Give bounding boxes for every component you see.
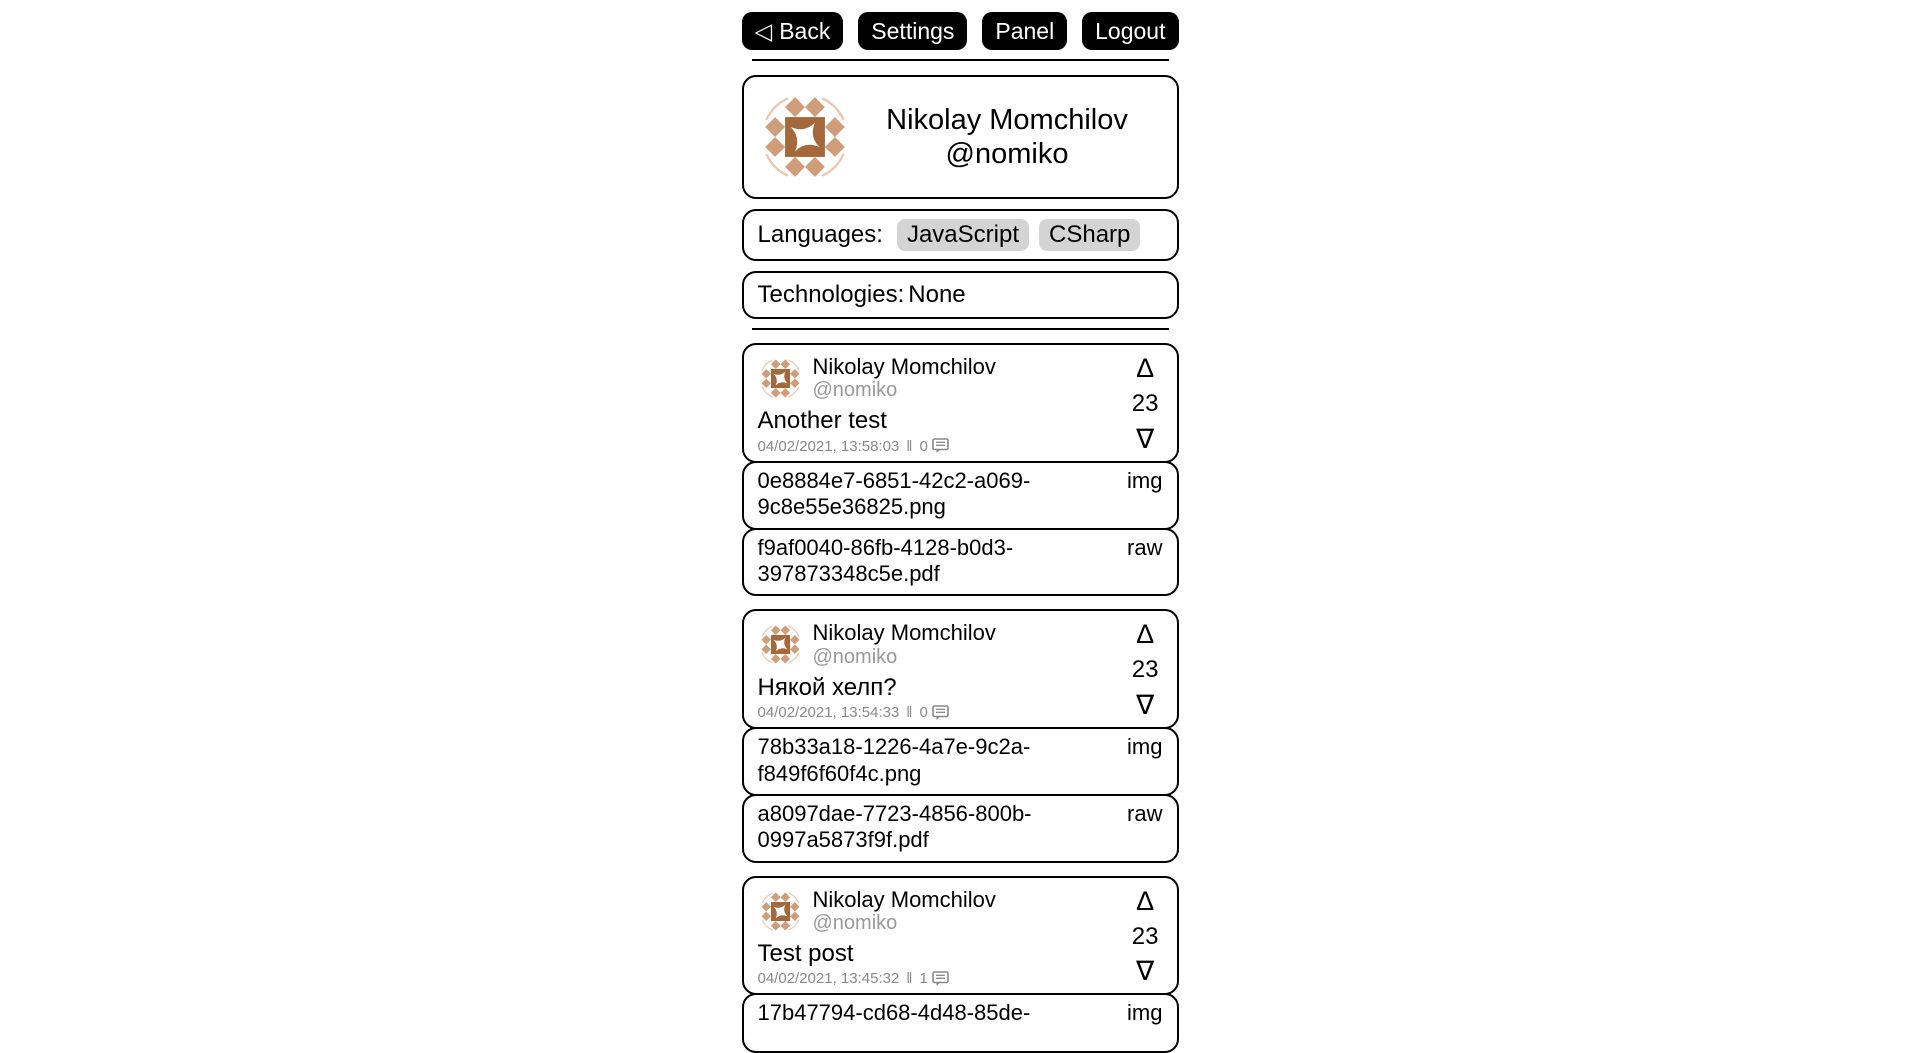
meta-separator: ‖: [906, 970, 913, 988]
panel-button-label: Panel: [995, 17, 1055, 44]
post-author-name: Nikolay Momchilov: [812, 886, 996, 912]
attachment-type-badge: raw: [1127, 800, 1163, 826]
technologies-label: Technologies:: [757, 281, 905, 308]
panel-button[interactable]: [982, 12, 1067, 50]
post-meta: [758, 970, 1163, 987]
post-header[interactable]: [742, 343, 1179, 463]
attachment-row[interactable]: [742, 727, 1179, 796]
vote-column: [1132, 621, 1159, 719]
post-comment-count: 1: [919, 970, 928, 988]
back-icon: ◁: [754, 17, 773, 44]
post-author-row: [758, 885, 1163, 935]
upvote-button[interactable]: Δ: [1136, 619, 1155, 650]
attachment-row[interactable]: [742, 461, 1179, 530]
attachment-type-badge: raw: [1127, 534, 1163, 560]
post-author-handle: @nomiko: [812, 379, 898, 402]
post-author-handle: @nomiko: [812, 645, 898, 668]
post-meta: [758, 438, 1163, 455]
post-title[interactable]: Test post: [757, 939, 854, 967]
attachment-type-badge: img: [1127, 734, 1163, 760]
comment-icon: [932, 438, 949, 454]
attachment-type-badge: img: [1127, 467, 1163, 493]
upvote-button[interactable]: Δ: [1136, 353, 1155, 383]
languages-label: Languages:: [757, 221, 883, 248]
meta-separator: ‖: [906, 704, 913, 722]
post-author-name: Nikolay Momchilov: [812, 620, 996, 646]
language-tag-javascript: JavaScript: [897, 219, 1029, 251]
post-timestamp: 04/02/2021, 13:58:03: [757, 437, 900, 455]
attachment-filename: a8097dae-7723-4856-800b-0997a5873f9f.pdf: [757, 800, 1032, 853]
attachment-type-badge: img: [1127, 1000, 1163, 1026]
attachment-row[interactable]: [742, 528, 1179, 597]
vote-count: 23: [1131, 389, 1159, 417]
back-button[interactable]: [742, 12, 844, 50]
vote-count: 23: [1131, 922, 1159, 950]
post-timestamp: 04/02/2021, 13:45:32: [757, 970, 900, 988]
upvote-button[interactable]: Δ: [1136, 885, 1155, 916]
post-author-handle: @nomiko: [812, 911, 898, 934]
settings-button[interactable]: [858, 12, 967, 50]
divider-posts: [752, 328, 1169, 330]
profile-card: [742, 75, 1179, 199]
post-comment-count: 0: [919, 704, 928, 722]
post-author-avatar-icon: [758, 356, 803, 401]
language-tag-csharp: CSharp: [1039, 219, 1140, 251]
logout-button-label: Logout: [1095, 17, 1166, 44]
post-author-row: [758, 621, 1163, 668]
main-column: [742, 0, 1179, 1053]
profile-avatar-icon: [758, 90, 852, 184]
post-header[interactable]: [742, 876, 1179, 996]
comment-icon: [932, 705, 949, 721]
post-timestamp: 04/02/2021, 13:54:33: [757, 704, 900, 722]
vote-column: [1132, 355, 1159, 453]
languages-card: [742, 209, 1179, 261]
post-meta: [758, 704, 1163, 721]
downvote-button[interactable]: ∇: [1136, 956, 1155, 987]
downvote-button[interactable]: ∇: [1136, 423, 1155, 454]
downvote-button[interactable]: ∇: [1136, 690, 1155, 721]
profile-name: Nikolay Momchilov: [886, 103, 1128, 136]
post-author-name: Nikolay Momchilov: [812, 354, 996, 379]
attachment-filename: 78b33a18-1226-4a7e-9c2a-f849f6f60f4c.png: [757, 734, 1031, 786]
attachment-filename: 0e8884e7-6851-42c2-a069-9c8e55e36825.png: [757, 467, 1031, 520]
back-button-label: Back: [779, 17, 831, 44]
post: [742, 876, 1179, 1053]
attachment-filename: f9af0040-86fb-4128-b0d3-397873348c5e.pdf: [757, 534, 1014, 586]
attachment-row[interactable]: [742, 993, 1179, 1053]
attachment-filename: 17b47794-cd68-4d48-85de-: [757, 1000, 1031, 1026]
post: [742, 609, 1179, 862]
post: [742, 343, 1179, 596]
post-author-row: [758, 355, 1163, 402]
vote-count: 23: [1131, 656, 1159, 684]
post-title[interactable]: Някой хелп?: [757, 673, 897, 701]
technologies-value: None: [908, 281, 966, 308]
meta-separator: ‖: [906, 437, 913, 455]
divider-top: [752, 59, 1169, 61]
profile-name-block: [852, 103, 1163, 171]
technologies-card: [742, 271, 1179, 319]
post-author-avatar-icon: [758, 889, 803, 934]
logout-button[interactable]: [1082, 12, 1178, 50]
toolbar: [742, 12, 1179, 50]
post-title[interactable]: Another test: [757, 407, 887, 435]
profile-handle: @nomiko: [945, 138, 1069, 170]
comment-icon: [932, 971, 949, 987]
post-comment-count: 0: [919, 437, 928, 455]
post-header[interactable]: [742, 609, 1179, 729]
attachment-row[interactable]: [742, 794, 1179, 863]
settings-button-label: Settings: [871, 17, 955, 44]
vote-column: [1131, 885, 1159, 987]
post-author-avatar-icon: [758, 622, 803, 667]
